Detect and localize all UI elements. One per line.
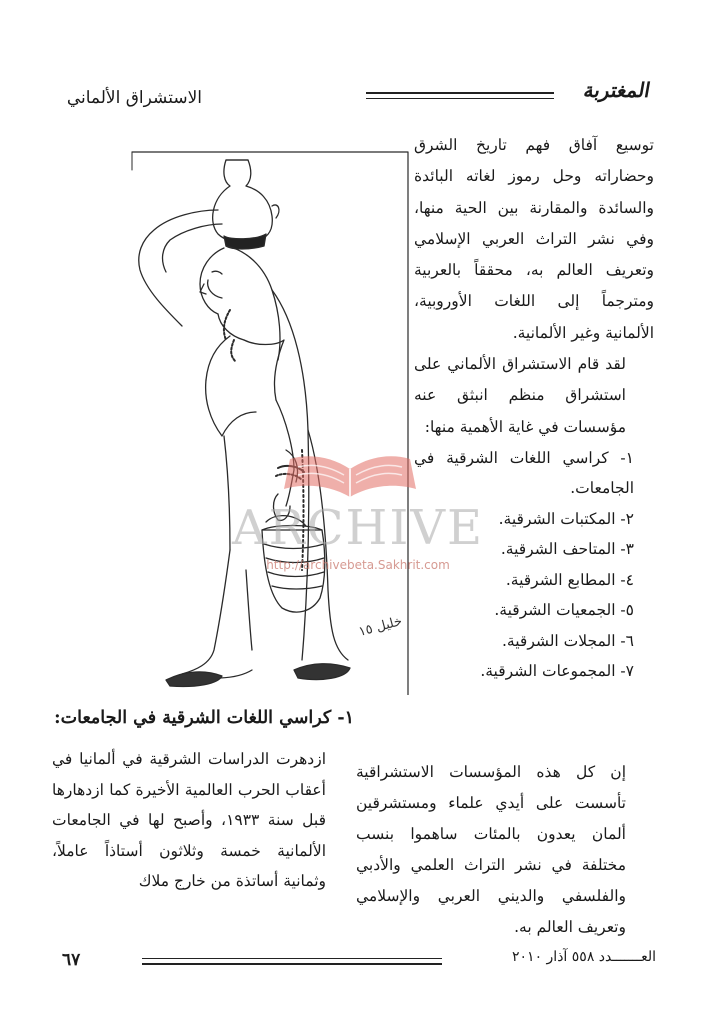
page-number: ٦٧ [62,950,81,970]
watermark-url: http://archivebeta.Sakhrit.com [266,558,450,572]
watermark-text: ARCHIVE [231,500,485,556]
paragraph-chairs: ازدهرت الدراسات الشرقية في ألمانيا في أعقاب الحرب العالمية الأخيرة كما ازدهارها قبل سنة ١٩٣٣، وأصبح لها في الجامعات الألمانية خمسة وثلاثون أستاذاً عاملاً، وثمانية أساتذة من خارج ملاك [52,750,326,890]
footer-rule [142,958,442,965]
issue-info: العـــــــدد ٥٥٨ آذار ٢٠١٠ [512,949,656,965]
watermark-book-icon [280,445,420,505]
paragraph-intro: توسيع آفاق فهم تاريخ الشرق وحضاراته وحل رموز لغاته البائدة والسائدة والمقارنة بين الحية منها، وفي نشر التراث العربي الإسلامي وتعريف العالم به، محققاً بالعربية ومترجماً إلى اللغات الأوروبية، الألمانية وغير الألمانية. [414,136,654,342]
list-item: ٢- المكتبات الشرقية. [498,509,634,528]
left-column [52,702,354,897]
header-rule [366,92,554,99]
magazine-logo [560,76,653,106]
right-column [414,130,654,687]
list-item: ٥- الجمعيات الشرقية. [494,601,634,620]
list-item: ٧- المجموعات الشرقية. [480,662,634,681]
section-heading: ١- كراسي اللغات الشرقية في الجامعات: [54,708,354,728]
section-title: الاستشراق الألماني [66,88,202,108]
list-item: ١- كراسي اللغات الشرقية في الجامعات. [414,448,634,498]
list-item: ٤- المطابع الشرقية. [505,570,634,589]
list-item: ٦- المجلات الشرقية. [502,631,634,650]
list-item: ٣- المتاحف الشرقية. [500,540,634,559]
paragraph-founders: إن كل هذه المؤسسات الاستشراقية تأسست على أيدي علماء ومستشرقين ألمان يعدون بالمئات ساهموا بنسب مختلفة في نشر التراث العلمي والأدبي والفلسفي والديني العربي والإسلامي وتعريف العالم به. [356,763,626,936]
illustration-woman-with-jar [126,150,412,695]
magazine-logo-text: المغتربة [581,78,653,102]
paragraph-institutions: لقد قام الاستشراق الألماني على استشراق منظم انبثق عنه مؤسسات في غاية الأهمية منها: [414,355,626,436]
artist-signature: خليل ١٥ [357,613,404,640]
bottom-right-text [356,757,654,943]
